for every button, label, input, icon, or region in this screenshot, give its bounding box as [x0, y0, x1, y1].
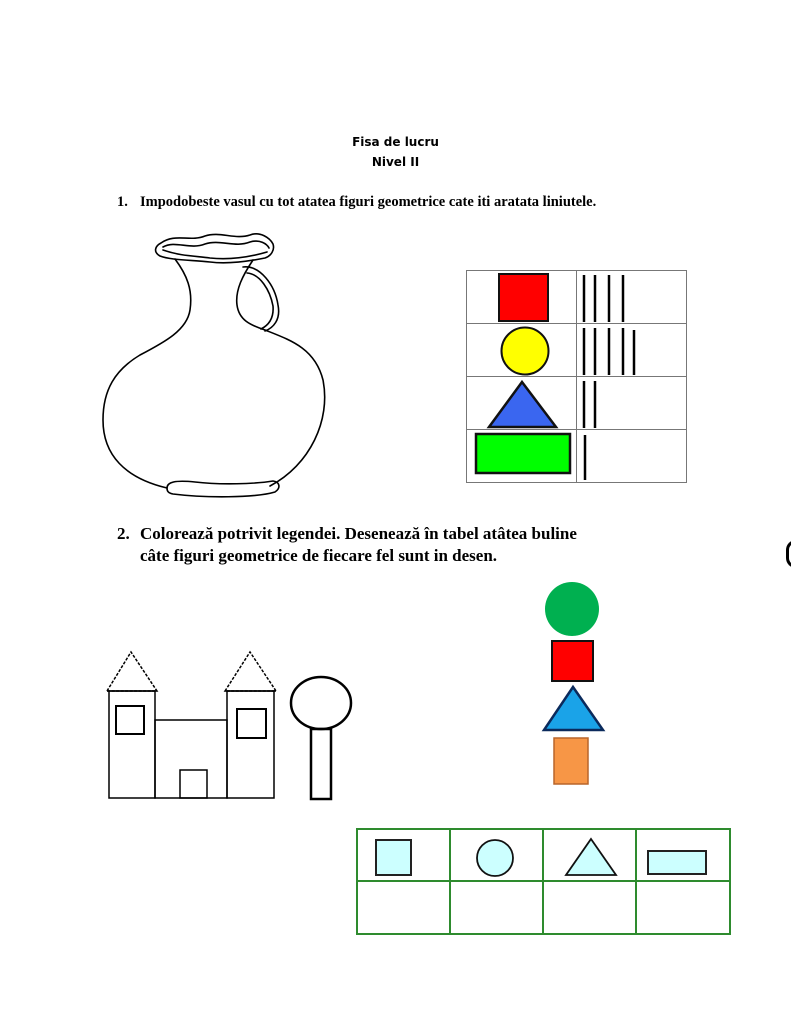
- left-tower-roof: [107, 652, 157, 691]
- red-square-icon: [499, 274, 548, 321]
- tally-table: [466, 270, 687, 483]
- table-circle-icon: [477, 840, 513, 876]
- legend-green-circle-icon: [545, 582, 599, 636]
- exercise-2-text-line1: Colorează potrivit legendei. Desenează în tabel atâtea buline: [140, 524, 577, 543]
- vase-illustration: [95, 230, 345, 510]
- count-table: [356, 828, 731, 935]
- exercise-2-text-line2: câte figuri geometrice de fiecare fel sunt in desen.: [140, 546, 498, 565]
- table-rectangle-icon: [648, 851, 706, 874]
- exercise-1-instruction: [117, 194, 596, 211]
- right-tower-window: [237, 709, 266, 738]
- tree-crown: [291, 677, 351, 729]
- tree-trunk: [311, 729, 331, 799]
- legend-blue-triangle-icon: [544, 687, 603, 730]
- answer-cell-square[interactable]: [358, 882, 449, 933]
- page-edge-artifact: [786, 540, 791, 568]
- blue-triangle-icon: [489, 382, 556, 427]
- exercise-2-number: 2.: [117, 524, 130, 543]
- right-tower: [227, 691, 274, 798]
- worksheet-title: Fisa de lucru: [352, 135, 439, 149]
- castle-door: [180, 770, 207, 798]
- worksheet-level: Nivel II: [371, 155, 420, 169]
- exercise-2-instruction: [117, 523, 577, 567]
- answer-cell-triangle[interactable]: [544, 882, 635, 933]
- legend-orange-rectangle-icon: [554, 738, 588, 784]
- castle-and-tree-drawing: [95, 640, 365, 810]
- tally-marks: [584, 275, 634, 480]
- yellow-circle-icon: [502, 328, 549, 375]
- castle-wall: [155, 720, 227, 798]
- exercise-1-number: 1.: [117, 194, 128, 210]
- answer-cell-circle[interactable]: [451, 882, 542, 933]
- table-triangle-icon: [566, 839, 616, 875]
- answer-cell-rectangle[interactable]: [637, 882, 729, 933]
- color-legend: [530, 575, 620, 795]
- right-tower-roof: [225, 652, 276, 691]
- left-tower-window: [116, 706, 144, 734]
- exercise-1-text: Impodobeste vasul cu tot atatea figuri geometrice cate iti aratata liniutele.: [140, 194, 597, 210]
- green-rectangle-icon: [476, 434, 570, 473]
- legend-red-square-icon: [552, 641, 593, 681]
- table-square-icon: [376, 840, 411, 875]
